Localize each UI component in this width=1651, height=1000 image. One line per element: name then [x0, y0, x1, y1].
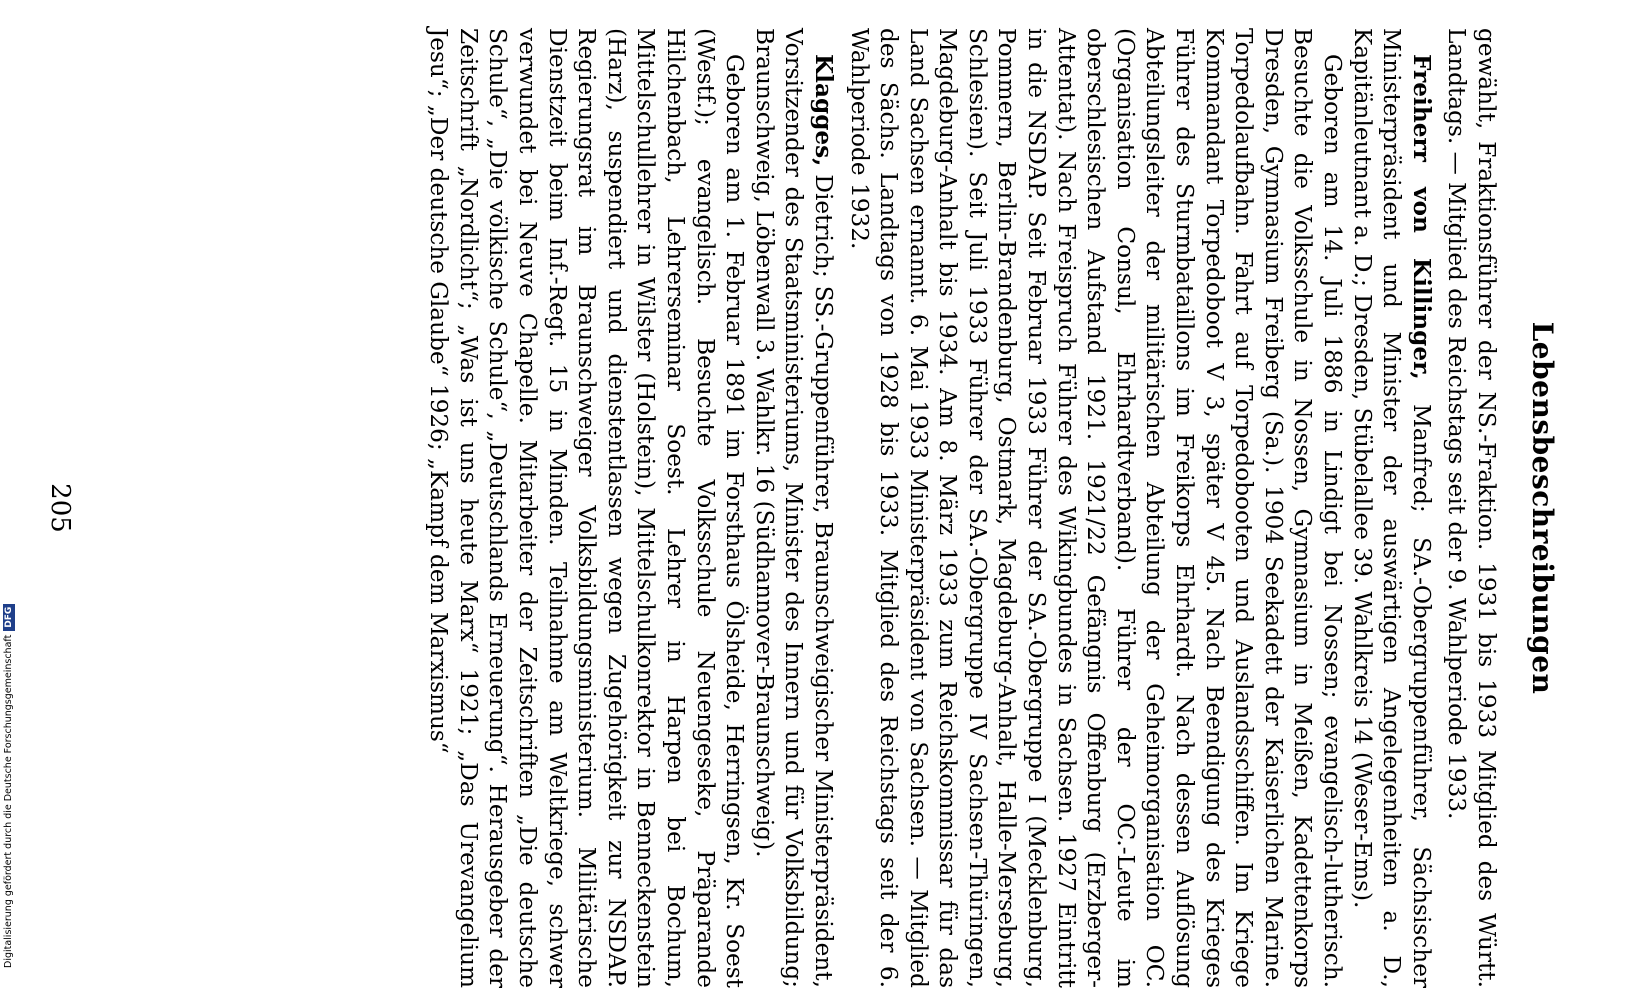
page-number: 205 [45, 483, 75, 533]
entry-details: Dietrich; SS.-Gruppenführer, Braunschweigischer Ministerpräsident, Vorsitzender des Staatsministeriums, Minister des Innern und für Volksbildung; Braunschweig, Löbenwall 3. Wahlkr. 16 (Südhannover-Braunschweig). [750, 28, 837, 988]
entry-name: Freiherr von Killinger, [1407, 54, 1435, 380]
entry-heading [749, 28, 838, 988]
credit-text: Digitalisierung gefördert durch die Deutsche Forschungsgemeinschaft [3, 634, 14, 968]
entry-name: Klagges, [809, 54, 837, 167]
entry-details: Manfred; SA.-Obergruppenführer, Sächsischer Ministerpräsident und Minister der auswärtigen Angelegenheiten a. D., Kapitänleutnant a. D.; Dresden, Stübelallee 39. Wahlkreis 14 (Weser-Ems). [1348, 28, 1435, 988]
dfg-logo: DFG [3, 604, 15, 631]
biography-entry-klagges [424, 28, 838, 988]
biography-entry-killinger [844, 28, 1436, 988]
page-body [424, 28, 1501, 988]
entry-biography: Geboren am 1. Februar 1891 im Forsthaus Ölsheide, Herringsen, Kr. Soest (Westf.); evangelisch. Besuchte Volksschule Neuengeseke, Präparande Hilchenbach, Lehrerseminar Soest. Lehrer in Harpen bei Bochum, Mittelschullehrer in Wilster (Holstein), Mittelschulkonrektor in Benneckenstein (Harz), suspendiert und dienstentlassen wegen Zugehörigkeit zur NSDAP. Regierungsrat im Braunschweiger Volksbildungsministerium. Militärische Dienstzeit beim Inf.-Regt. 15 in Minden. Teilnahme am Weltkriege, schwer verwundet bei Neuve Chapelle. Mitarbeiter der Zeitschriften „Die deutsche Schule“, „Die völkische Schule“, „Deutschlands Erneuerung“. Herausgeber der Zeitschrift „Nordlicht“; „Was ist uns heute Marx“ 1921; „Das Urevangelium Jesu“; „Der deutsche Glaube“ 1926; „Kampf dem Marxismus“ [425, 28, 749, 988]
digitization-credit [2, 548, 16, 968]
document-page [0, 28, 1565, 988]
entry-heading [1347, 28, 1436, 988]
continuation-paragraph: gewählt, Fraktionsführer der NS.-Fraktion. 1931 bis 1933 Mitglied des Württ. Landtags. — Mitglied des Reichstags seit der 9. Wahlperiode 1933. [1443, 28, 1500, 988]
running-head: Lebensbeschreibungen [1526, 321, 1559, 695]
entry-biography: Geboren am 14. Juli 1886 in Lindigt bei Nossen; evangelisch-lutherisch. Besuchte die Volksschule in Nossen, Gymnasium in Meißen, Kadettenkorps Dresden, Gymnasium Freiberg (Sa.). 1904 Seekadett der Kaiserlichen Marine. Torpedolaufbahn. Fahrt auf Torpedobooten und Auslandsschiffen. Im Kriege Kommandant Torpedoboot V 3, später V 45. Nach Beendigung des Krieges Führer des Sturmbataillons im Freikorps Ehrhardt. Nach dessen Auflösung Abteilungsleiter der militärischen Abteilung der Geheimorganisation OC. (Organisation Consul, Ehrhardtverband). Führer der OC.-Leute im oberschlesischen Aufstand 1921. 1921/22 Gefängnis Offenburg (Erzberger-Attentat). Nach Freispruch Führer des Wikingbundes in Sachsen. 1927 Eintritt in die NSDAP. Seit Februar 1933 Führer der SA.-Obergruppe I (Mecklenburg, Pommern, Berlin-Brandenburg, Ostmark, Magdeburg-Anhalt, Halle-Merseburg, Schlesien). Seit Juli 1933 Führer der SA.-Obergruppe IV Sachsen-Thüringen, Magdeburg-Anhalt bis 1934. Am 8. März 1933 zum Reichskommissar für das Land Sachsen ernannt. 6. Mai 1933 Ministerpräsident von Sachsen. — Mitglied des Sächs. Landtags von 1928 bis 1933. Mitglied des Reichstags seit der 6. Wahlperiode 1932. [845, 28, 1347, 988]
